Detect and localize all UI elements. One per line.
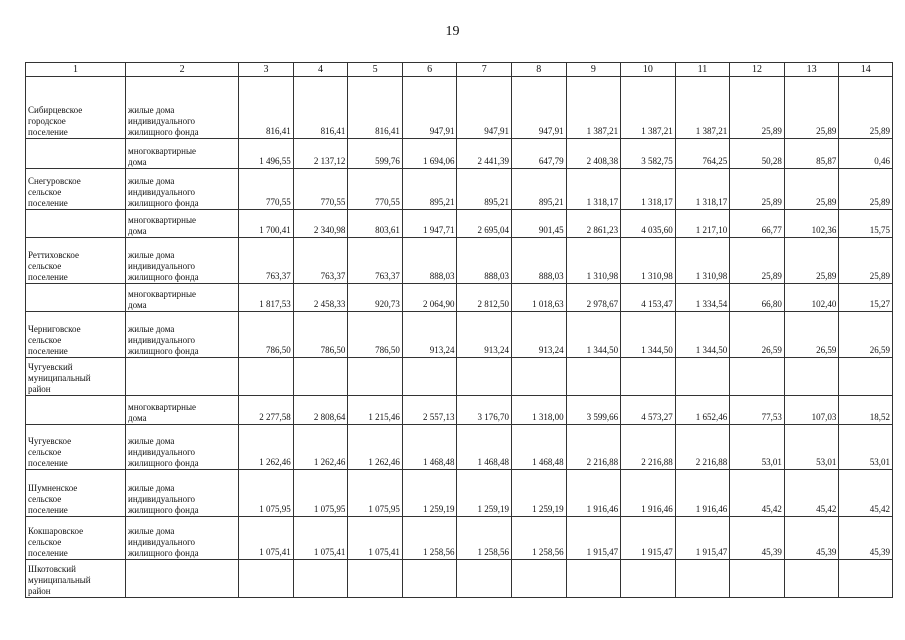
tariff-value-cell: 25,89 — [839, 238, 893, 284]
tariff-value-cell: 18,52 — [839, 396, 893, 425]
tariff-value-cell: 1 215,46 — [348, 396, 403, 425]
tariff-value-cell: 1 947,71 — [402, 210, 457, 238]
tariff-value-cell: 66,80 — [730, 284, 785, 312]
tariff-value-cell: 25,89 — [839, 169, 893, 210]
tariff-value-cell: 2 064,90 — [402, 284, 457, 312]
settlement-name: Кокшаровское сельское поселение — [28, 526, 84, 558]
tariff-value-cell — [621, 358, 676, 396]
tariff-value-cell: 2 216,88 — [621, 425, 676, 470]
tariff-value-cell: 25,89 — [730, 169, 785, 210]
settlement-name: Чугуевское сельское поселение — [28, 436, 72, 468]
table-header-row — [26, 63, 893, 77]
tariff-value-cell: 102,40 — [784, 284, 839, 312]
tariff-value-cell: 85,87 — [784, 139, 839, 169]
tariff-value-cell — [293, 358, 348, 396]
tariff-value-cell: 764,25 — [675, 139, 730, 169]
tariff-value-cell: 2 277,58 — [239, 396, 294, 425]
tariff-value-cell: 1 018,63 — [512, 284, 567, 312]
column-number-header: 4 — [293, 63, 348, 77]
housing-type: многоквартирные дома — [128, 402, 196, 423]
tariff-value-cell: 53,01 — [784, 425, 839, 470]
settlement-name-cell — [26, 358, 126, 396]
settlement-name-cell — [26, 77, 126, 139]
settlement-name-cell — [26, 312, 126, 358]
tariff-value-cell: 1 259,19 — [457, 470, 512, 517]
housing-type: жилые дома индивидуального жилищного фонда — [128, 176, 199, 208]
column-number-header: 10 — [621, 63, 676, 77]
housing-type-cell — [126, 396, 239, 425]
tariff-value-cell — [675, 358, 730, 396]
housing-type-cell — [126, 238, 239, 284]
tariff-value-cell: 803,61 — [348, 210, 403, 238]
tariff-value-cell: 2 441,39 — [457, 139, 512, 169]
tariff-value-cell: 786,50 — [239, 312, 294, 358]
settlement-name-cell — [26, 517, 126, 560]
tariff-value-cell: 947,91 — [512, 77, 567, 139]
tariff-value-cell: 2 340,98 — [293, 210, 348, 238]
tariff-value-cell — [621, 560, 676, 598]
column-number-header: 14 — [839, 63, 893, 77]
tariff-value-cell: 2 861,23 — [566, 210, 621, 238]
tariff-value-cell: 2 216,88 — [566, 425, 621, 470]
tariff-value-cell: 1 318,17 — [675, 169, 730, 210]
tariff-value-cell: 1 310,98 — [621, 238, 676, 284]
tariff-value-cell: 2 408,38 — [566, 139, 621, 169]
settlement-name: Сибирцевское городское поселение — [28, 105, 83, 137]
tariff-value-cell: 913,24 — [402, 312, 457, 358]
tariff-value-cell: 2 695,04 — [457, 210, 512, 238]
tariff-value-cell: 1 310,98 — [675, 238, 730, 284]
column-number-header: 2 — [126, 63, 239, 77]
tariff-value-cell: 763,37 — [348, 238, 403, 284]
settlement-name-cell — [26, 470, 126, 517]
tariff-value-cell: 1 262,46 — [348, 425, 403, 470]
tariff-value-cell: 1 217,10 — [675, 210, 730, 238]
tariff-value-cell — [839, 560, 893, 598]
tariff-value-cell: 1 258,56 — [457, 517, 512, 560]
tariff-value-cell: 2 216,88 — [675, 425, 730, 470]
settlement-name-cell — [26, 425, 126, 470]
tariff-value-cell — [730, 358, 785, 396]
tariff-value-cell: 1 387,21 — [621, 77, 676, 139]
tariff-table — [25, 62, 893, 598]
tariff-value-cell — [566, 358, 621, 396]
tariff-value-cell: 770,55 — [293, 169, 348, 210]
tariff-value-cell — [784, 560, 839, 598]
tariff-value-cell — [402, 358, 457, 396]
tariff-value-cell: 920,73 — [348, 284, 403, 312]
tariff-value-cell: 1 915,47 — [675, 517, 730, 560]
table-row — [26, 312, 893, 358]
tariff-value-cell: 1 075,41 — [293, 517, 348, 560]
tariff-value-cell: 763,37 — [293, 238, 348, 284]
tariff-value-cell: 599,76 — [348, 139, 403, 169]
column-number-header: 3 — [239, 63, 294, 77]
tariff-value-cell: 45,39 — [730, 517, 785, 560]
tariff-value-cell: 786,50 — [293, 312, 348, 358]
column-number-header: 13 — [784, 63, 839, 77]
tariff-value-cell: 15,27 — [839, 284, 893, 312]
tariff-value-cell: 45,39 — [839, 517, 893, 560]
tariff-value-cell — [730, 560, 785, 598]
tariff-value-cell: 1 916,46 — [675, 470, 730, 517]
housing-type: многоквартирные дома — [128, 289, 196, 310]
table-row — [26, 210, 893, 238]
settlement-name-cell — [26, 210, 126, 238]
tariff-value-cell: 26,59 — [839, 312, 893, 358]
housing-type: жилые дома индивидуального жилищного фонда — [128, 483, 199, 515]
housing-type-cell — [126, 517, 239, 560]
tariff-value-cell: 2 808,64 — [293, 396, 348, 425]
tariff-value-cell: 770,55 — [348, 169, 403, 210]
tariff-value-cell: 26,59 — [730, 312, 785, 358]
tariff-value-cell: 913,24 — [512, 312, 567, 358]
housing-type-cell — [126, 425, 239, 470]
tariff-value-cell: 895,21 — [512, 169, 567, 210]
tariff-value-cell: 888,03 — [402, 238, 457, 284]
tariff-value-cell: 947,91 — [402, 77, 457, 139]
tariff-value-cell: 1 258,56 — [512, 517, 567, 560]
table-row — [26, 77, 893, 139]
table-row — [26, 470, 893, 517]
tariff-value-cell: 1 916,46 — [621, 470, 676, 517]
tariff-value-cell: 895,21 — [457, 169, 512, 210]
column-number-header: 1 — [26, 63, 126, 77]
housing-type-cell — [126, 77, 239, 139]
table-row — [26, 517, 893, 560]
tariff-value-cell — [402, 560, 457, 598]
tariff-value-cell: 53,01 — [730, 425, 785, 470]
tariff-value-cell: 3 582,75 — [621, 139, 676, 169]
housing-type-cell — [126, 470, 239, 517]
table-row — [26, 396, 893, 425]
column-number-header: 9 — [566, 63, 621, 77]
tariff-value-cell: 102,36 — [784, 210, 839, 238]
tariff-value-cell: 25,89 — [784, 77, 839, 139]
tariff-value-cell: 4 035,60 — [621, 210, 676, 238]
tariff-value-cell — [293, 560, 348, 598]
tariff-value-cell: 1 075,95 — [239, 470, 294, 517]
tariff-value-cell: 25,89 — [730, 77, 785, 139]
settlement-name: Реттиховское сельское поселение — [28, 250, 79, 282]
housing-type: жилые дома индивидуального жилищного фонда — [128, 105, 199, 137]
settlement-name-cell — [26, 396, 126, 425]
tariff-value-cell: 2 812,50 — [457, 284, 512, 312]
tariff-value-cell: 1 468,48 — [512, 425, 567, 470]
tariff-value-cell — [512, 358, 567, 396]
tariff-value-cell: 1 318,17 — [621, 169, 676, 210]
housing-type-cell — [126, 169, 239, 210]
column-number-header: 11 — [675, 63, 730, 77]
tariff-value-cell — [348, 560, 403, 598]
tariff-value-cell: 1 075,95 — [293, 470, 348, 517]
settlement-name: Снегуровское сельское поселение — [28, 176, 81, 208]
tariff-value-cell: 786,50 — [348, 312, 403, 358]
housing-type: жилые дома индивидуального жилищного фонда — [128, 324, 199, 356]
table-row — [26, 425, 893, 470]
tariff-value-cell: 45,42 — [730, 470, 785, 517]
tariff-value-cell: 25,89 — [839, 77, 893, 139]
settlement-name: Чугуевский муниципальный район — [28, 362, 91, 394]
tariff-value-cell — [239, 358, 294, 396]
column-number-header: 5 — [348, 63, 403, 77]
housing-type-cell — [126, 358, 239, 396]
tariff-value-cell: 15,75 — [839, 210, 893, 238]
table-row — [26, 560, 893, 598]
tariff-value-cell — [675, 560, 730, 598]
tariff-value-cell — [784, 358, 839, 396]
table-row — [26, 238, 893, 284]
settlement-name-cell — [26, 560, 126, 598]
settlement-name: Черниговское сельское поселение — [28, 324, 81, 356]
tariff-value-cell: 1 496,55 — [239, 139, 294, 169]
tariff-value-cell: 45,42 — [784, 470, 839, 517]
tariff-value-cell: 763,37 — [239, 238, 294, 284]
housing-type: многоквартирные дома — [128, 146, 196, 167]
tariff-value-cell: 2 458,33 — [293, 284, 348, 312]
tariff-value-cell: 1 075,41 — [348, 517, 403, 560]
table-row — [26, 139, 893, 169]
tariff-value-cell: 913,24 — [457, 312, 512, 358]
table-row — [26, 358, 893, 396]
tariff-value-cell: 1 259,19 — [402, 470, 457, 517]
settlement-name-cell — [26, 169, 126, 210]
tariff-value-cell: 2 557,13 — [402, 396, 457, 425]
table-body — [26, 63, 893, 598]
tariff-value-cell: 1 075,95 — [348, 470, 403, 517]
column-number-header: 7 — [457, 63, 512, 77]
tariff-value-cell: 1 310,98 — [566, 238, 621, 284]
housing-type: многоквартирные дома — [128, 215, 196, 236]
tariff-value-cell — [348, 358, 403, 396]
tariff-value-cell: 816,41 — [293, 77, 348, 139]
tariff-value-cell — [457, 358, 512, 396]
settlement-name: Шкотовский муниципальный район — [28, 564, 91, 596]
tariff-value-cell — [839, 358, 893, 396]
tariff-value-cell: 3 599,66 — [566, 396, 621, 425]
tariff-value-cell: 1 915,47 — [566, 517, 621, 560]
tariff-value-cell — [457, 560, 512, 598]
tariff-value-cell: 1 344,50 — [675, 312, 730, 358]
tariff-value-cell: 53,01 — [839, 425, 893, 470]
tariff-value-cell: 1 652,46 — [675, 396, 730, 425]
tariff-value-cell: 1 468,48 — [402, 425, 457, 470]
tariff-value-cell: 1 075,41 — [239, 517, 294, 560]
tariff-value-cell — [239, 560, 294, 598]
tariff-value-cell: 1 916,46 — [566, 470, 621, 517]
housing-type-cell — [126, 210, 239, 238]
settlement-name-cell — [26, 238, 126, 284]
tariff-value-cell: 1 258,56 — [402, 517, 457, 560]
tariff-value-cell: 1 318,17 — [566, 169, 621, 210]
tariff-value-cell — [512, 560, 567, 598]
tariff-value-cell: 1 817,53 — [239, 284, 294, 312]
tariff-value-cell: 1 262,46 — [293, 425, 348, 470]
tariff-value-cell: 0,46 — [839, 139, 893, 169]
settlement-name-cell — [26, 284, 126, 312]
tariff-value-cell: 4 153,47 — [621, 284, 676, 312]
tariff-value-cell: 895,21 — [402, 169, 457, 210]
tariff-value-cell: 1 259,19 — [512, 470, 567, 517]
table-row — [26, 284, 893, 312]
settlement-name: Шумненское сельское поселение — [28, 483, 78, 515]
tariff-value-cell: 1 468,48 — [457, 425, 512, 470]
tariff-value-cell: 1 344,50 — [566, 312, 621, 358]
tariff-value-cell: 816,41 — [239, 77, 294, 139]
column-number-header: 12 — [730, 63, 785, 77]
tariff-value-cell: 26,59 — [784, 312, 839, 358]
tariff-value-cell: 4 573,27 — [621, 396, 676, 425]
tariff-value-cell: 25,89 — [730, 238, 785, 284]
housing-type-cell — [126, 560, 239, 598]
tariff-value-cell: 3 176,70 — [457, 396, 512, 425]
tariff-value-cell: 50,28 — [730, 139, 785, 169]
tariff-value-cell: 1 387,21 — [675, 77, 730, 139]
table-row — [26, 169, 893, 210]
tariff-value-cell: 947,91 — [457, 77, 512, 139]
tariff-value-cell: 1 344,50 — [621, 312, 676, 358]
tariff-value-cell: 647,79 — [512, 139, 567, 169]
tariff-value-cell: 1 694,06 — [402, 139, 457, 169]
column-number-header: 6 — [402, 63, 457, 77]
housing-type: жилые дома индивидуального жилищного фонда — [128, 250, 199, 282]
tariff-value-cell: 1 700,41 — [239, 210, 294, 238]
tariff-value-cell: 2 137,12 — [293, 139, 348, 169]
tariff-value-cell: 1 334,54 — [675, 284, 730, 312]
tariff-value-cell: 816,41 — [348, 77, 403, 139]
housing-type-cell — [126, 284, 239, 312]
tariff-value-cell: 1 915,47 — [621, 517, 676, 560]
tariff-value-cell: 901,45 — [512, 210, 567, 238]
settlement-name-cell — [26, 139, 126, 169]
housing-type: жилые дома индивидуального жилищного фонда — [128, 436, 199, 468]
tariff-value-cell: 1 318,00 — [512, 396, 567, 425]
tariff-value-cell: 45,42 — [839, 470, 893, 517]
tariff-value-cell: 66,77 — [730, 210, 785, 238]
tariff-value-cell: 2 978,67 — [566, 284, 621, 312]
tariff-value-cell — [566, 560, 621, 598]
housing-type-cell — [126, 139, 239, 169]
tariff-value-cell: 77,53 — [730, 396, 785, 425]
housing-type: жилые дома индивидуального жилищного фонда — [128, 526, 199, 558]
tariff-value-cell: 25,89 — [784, 169, 839, 210]
page-number: 19 — [445, 24, 460, 39]
tariff-value-cell: 770,55 — [239, 169, 294, 210]
housing-type-cell — [126, 312, 239, 358]
column-number-header: 8 — [512, 63, 567, 77]
tariff-value-cell: 107,03 — [784, 396, 839, 425]
tariff-value-cell: 45,39 — [784, 517, 839, 560]
tariff-value-cell: 888,03 — [512, 238, 567, 284]
tariff-value-cell: 888,03 — [457, 238, 512, 284]
tariff-value-cell: 25,89 — [784, 238, 839, 284]
tariff-value-cell: 1 387,21 — [566, 77, 621, 139]
tariff-value-cell: 1 262,46 — [239, 425, 294, 470]
